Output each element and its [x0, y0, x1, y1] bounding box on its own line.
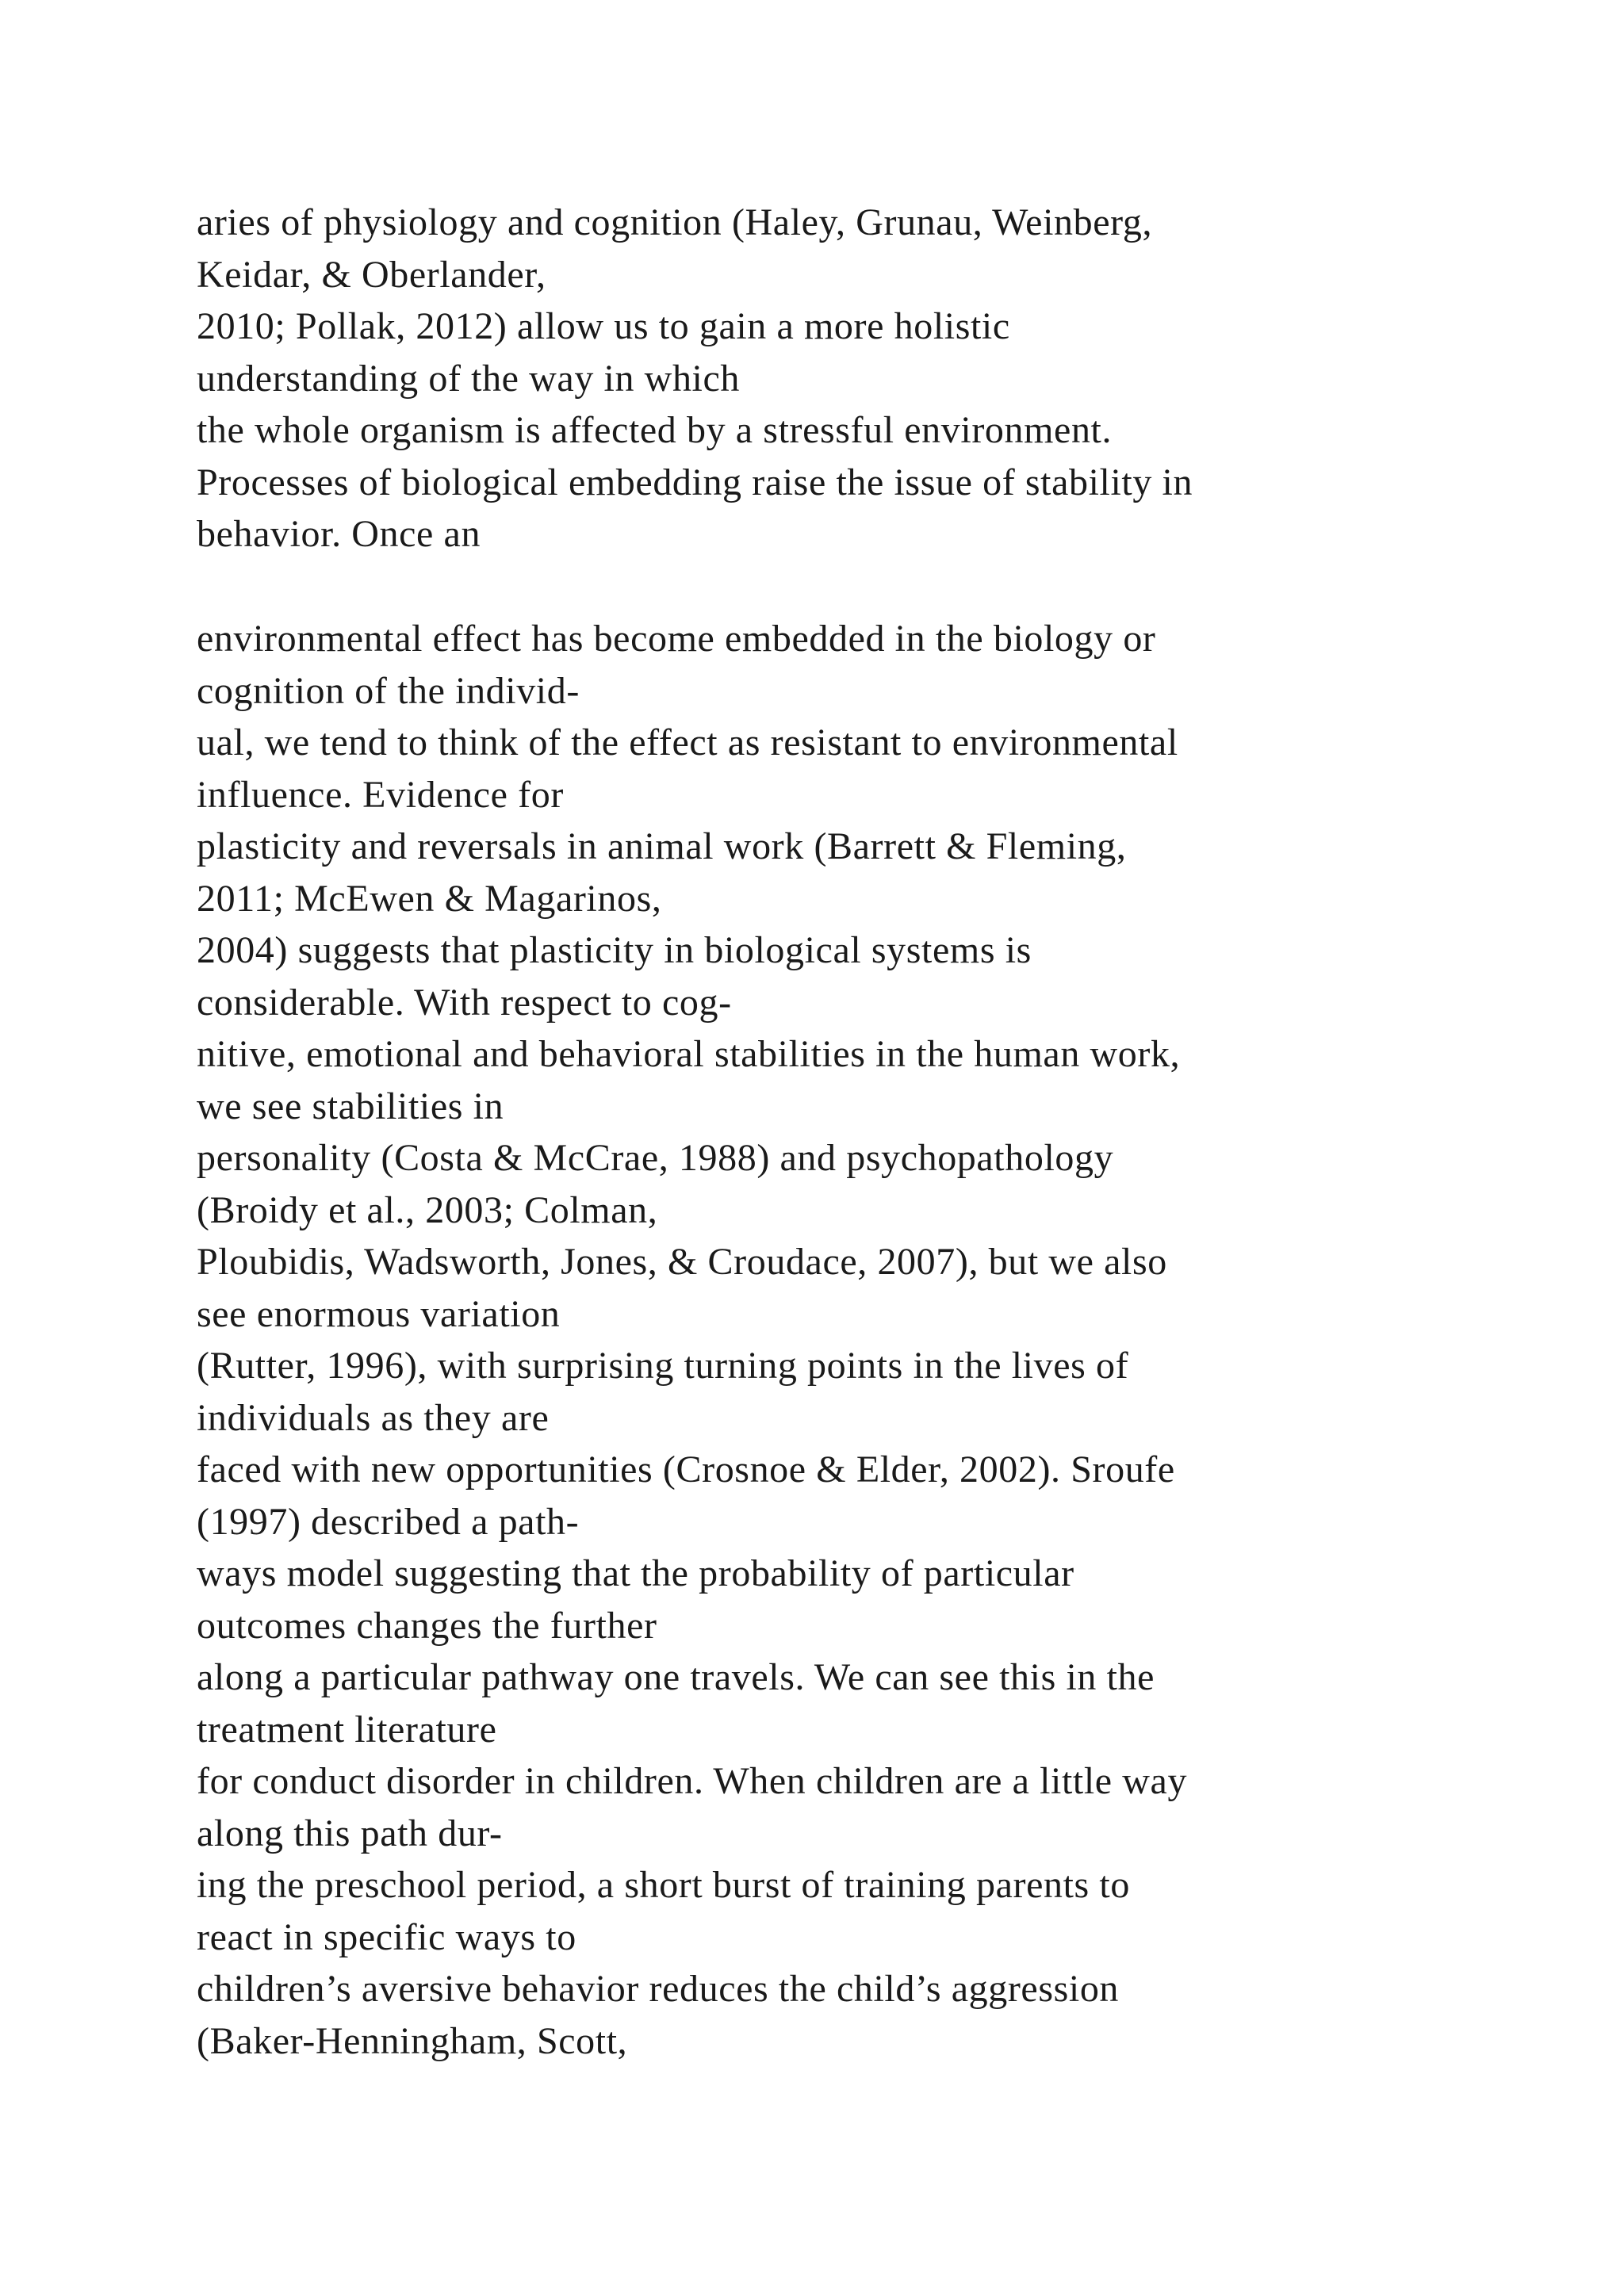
text-line: faced with new opportunities (Crosnoe & Elder, 2002). Sroufe [197, 1448, 1175, 1490]
text-line: 2010; Pollak, 2012) allow us to gain a more holistic [197, 305, 1010, 347]
text-line: environmental effect has become embedded in the biology or [197, 618, 1156, 660]
text-line: Keidar, & Oberlander, [197, 253, 546, 296]
text-line: the whole organism is affected by a stressful environment. [197, 409, 1113, 451]
text-line: personality (Costa & McCrae, 1988) and psychopathology [197, 1137, 1114, 1179]
text-line: for conduct disorder in children. When children are a little way [197, 1760, 1188, 1802]
text-line: along this path dur- [197, 1812, 503, 1854]
text-line: ways model suggesting that the probability of particular [197, 1552, 1074, 1594]
text-line: see enormous variation [197, 1292, 561, 1335]
paragraph-1 [197, 197, 1561, 561]
text-line: plasticity and reversals in animal work (Barrett & Fleming, [197, 825, 1127, 867]
text-line: (Broidy et al., 2003; Colman, [197, 1188, 658, 1231]
text-line: influence. Evidence for [197, 773, 564, 816]
text-line: (Baker-Henningham, Scott, [197, 2019, 628, 2062]
text-line: children’s aversive behavior reduces the child’s aggression [197, 1968, 1120, 2010]
text-line: considerable. With respect to cog- [197, 981, 732, 1024]
text-line: we see stabilities in [197, 1085, 504, 1127]
text-line: cognition of the individ- [197, 669, 580, 712]
text-line: along a particular pathway one travels. We can see this in the [197, 1656, 1155, 1698]
text-line: outcomes changes the further [197, 1604, 657, 1647]
text-line: treatment literature [197, 1708, 497, 1751]
text-line: behavior. Once an [197, 513, 481, 555]
text-line: 2011; McEwen & Magarinos, [197, 877, 662, 920]
text-line: (1997) described a path- [197, 1500, 580, 1543]
text-line: nitive, emotional and behavioral stabilities in the human work, [197, 1033, 1181, 1075]
text-line: 2004) suggests that plasticity in biological systems is [197, 929, 1032, 971]
text-line: Processes of biological embedding raise the issue of stability in [197, 461, 1193, 503]
text-line: ual, we tend to think of the effect as resistant to environmental [197, 721, 1178, 763]
text-line: individuals as they are [197, 1396, 550, 1439]
text-line: understanding of the way in which [197, 357, 740, 400]
text-line: Ploubidis, Wadsworth, Jones, & Croudace, 2007), but we also [197, 1241, 1167, 1283]
paragraph-2 [197, 613, 1561, 2067]
text-line: ing the preschool period, a short burst of training parents to [197, 1864, 1130, 1906]
text-line: (Rutter, 1996), with surprising turning points in the lives of [197, 1345, 1129, 1387]
text-line: react in specific ways to [197, 1915, 576, 1958]
text-line: aries of physiology and cognition (Haley, Grunau, Weinberg, [197, 201, 1153, 243]
